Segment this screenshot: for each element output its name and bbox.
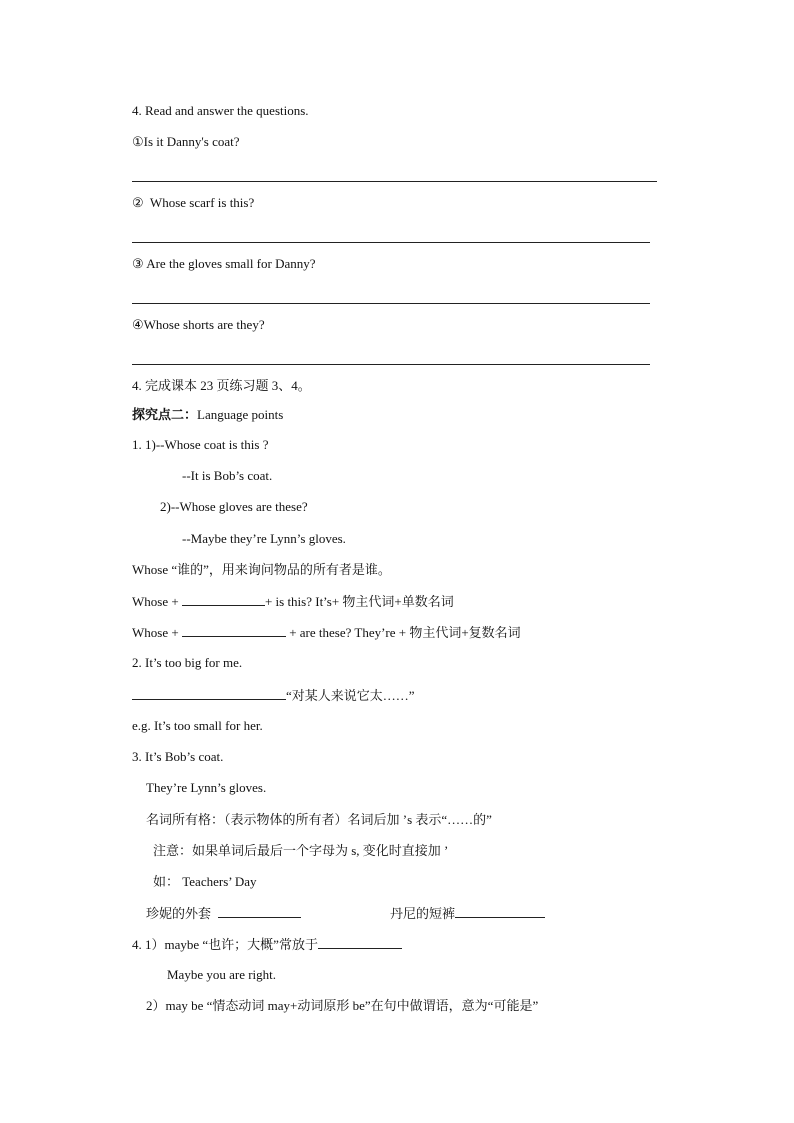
point4-line2: 2）may be “情态动词 may+动词原形 be”在句中做谓语，意为“可能是” <box>146 998 539 1013</box>
formula-2-start: Whose + <box>132 625 182 640</box>
question-3 <box>132 256 316 272</box>
question-text: Whose scarf is this? <box>149 195 255 210</box>
practice-a-blank[interactable] <box>218 905 301 918</box>
point1-line1: 1. 1)--Whose coat is this ? <box>132 437 269 452</box>
practice-a-label: 珍妮的外套 <box>146 906 212 921</box>
practice-b-blank[interactable] <box>455 905 545 918</box>
point1-line2: --It is Bob’s coat. <box>182 468 273 483</box>
section-title-bold: 探究点二： <box>132 407 198 422</box>
question-number: ② <box>132 195 144 210</box>
section-title-rest: Language points <box>197 407 284 422</box>
point2-line1: 2. It’s too big for me. <box>132 655 243 670</box>
formula-1-blank[interactable] <box>182 593 265 606</box>
point2-meaning-line <box>132 687 415 704</box>
textbook-task: 4. 完成课本 23 页练习题 3、4。 <box>132 378 311 393</box>
point4-line1-text: 4. 1）maybe “也许；大概”常放于 <box>132 937 318 952</box>
formula-1 <box>132 593 454 610</box>
point1-line3: 2)--Whose gloves are these? <box>160 499 308 514</box>
formula-2 <box>132 624 521 641</box>
point2-blank[interactable] <box>132 687 286 700</box>
point1-explain: Whose “谁的”，用来询问物品的所有者是谁。 <box>132 562 391 577</box>
formula-1-start: Whose + <box>132 594 182 609</box>
formula-1-end: + is this? It’s+ 物主代词+单数名词 <box>264 594 454 609</box>
point3-line2: They’re Lynn’s gloves. <box>146 780 267 795</box>
point2-meaning: “对某人来说它太……” <box>286 688 415 703</box>
point4-example: Maybe you are right. <box>167 967 277 982</box>
point3-line1: 3. It’s Bob’s coat. <box>132 749 224 764</box>
exercise-heading: 4. Read and answer the questions. <box>132 103 309 118</box>
point3-rule: 名词所有格：（表示物体的所有者）名词后加 ’s 表示“……的” <box>146 812 492 827</box>
point4-blank[interactable] <box>318 936 402 949</box>
question-text: Is it Danny's coat? <box>143 134 240 149</box>
question-number: ③ <box>132 256 144 271</box>
answer-line-1[interactable] <box>132 181 657 182</box>
point3-example: 如： Teachers’ Day <box>153 874 257 889</box>
answer-line-3[interactable] <box>132 303 650 304</box>
point2-example: e.g. It’s too small for her. <box>132 718 263 733</box>
formula-2-end: + are these? They’re + 物主代词+复数名词 <box>285 625 521 640</box>
point3-practice-a <box>146 905 301 922</box>
practice-b-label: 丹尼的短裤 <box>390 906 456 921</box>
question-text: Whose shorts are they? <box>143 317 265 332</box>
question-text: Are the gloves small for Danny? <box>146 256 316 271</box>
point4-line1 <box>132 936 402 953</box>
point1-line4: --Maybe they’re Lynn’s gloves. <box>182 531 346 546</box>
point3-practice-b <box>390 905 545 922</box>
formula-2-blank[interactable] <box>182 624 286 637</box>
answer-line-2[interactable] <box>132 242 650 243</box>
question-4 <box>132 317 265 333</box>
question-number: ① <box>132 134 144 149</box>
section-title <box>132 407 283 423</box>
answer-line-4[interactable] <box>132 364 650 365</box>
question-1 <box>132 134 240 150</box>
point3-note: 注意：如果单词后最后一个字母为 s, 变化时直接加 ’ <box>153 843 449 858</box>
question-number: ④ <box>132 317 144 332</box>
question-2 <box>132 195 254 211</box>
